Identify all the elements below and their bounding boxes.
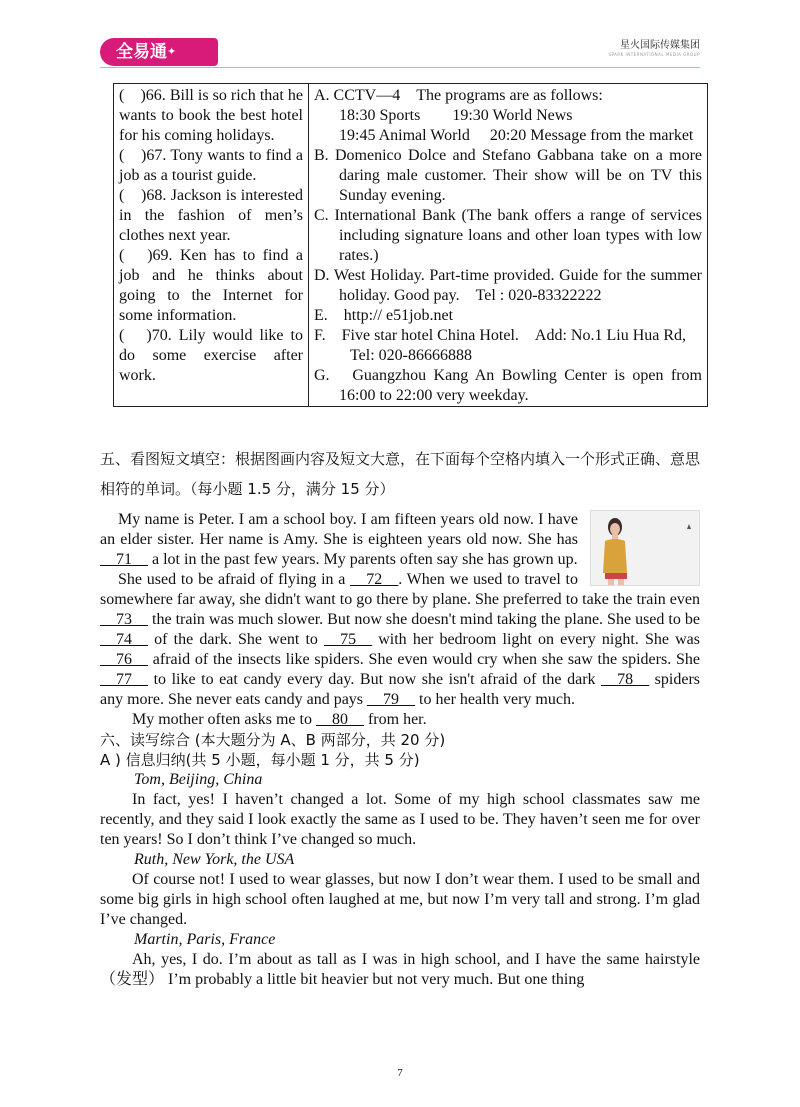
girl-photo xyxy=(590,510,700,586)
option-f-line2: Tel: 020-86666888 xyxy=(350,347,472,364)
question-66: ( )66. Bill is so rich that he wants to book the best hotel for his coming holidays. xyxy=(119,87,303,144)
p3-text-b: from her. xyxy=(363,711,427,728)
p2-text-a: She used to be afraid of flying in a xyxy=(118,571,351,588)
p2-text-b: . When we used to travel to somewhere far away, she didn't want to go there by plane. She preferred to take the train even xyxy=(100,571,700,608)
section6-subtitle: A ) 信息归纳(共 5 小题，每小题 1 分，共 5 分) xyxy=(100,751,420,769)
publisher-name: 星火国际传媒集团 xyxy=(620,40,700,51)
p3-text-a: My mother often asks me to xyxy=(132,711,316,728)
blank-72[interactable]: __72__ xyxy=(350,571,399,588)
p2-text-f: afraid of the insects like spiders. She even would cry when she saw the spiders. She xyxy=(148,651,700,668)
speaker-3-name: Martin, Paris, France xyxy=(134,931,276,948)
cloze-paragraph-3 xyxy=(100,710,700,730)
speaker-3-text: Ah, yes, I do. I’m about as tall as I was in high school, and I have the same hairstyle（发型） I’m probably a little bit heavier but not very much. But one thing xyxy=(100,951,700,988)
page-header xyxy=(100,38,700,68)
blank-79[interactable]: __79__ xyxy=(367,691,416,708)
option-f: F. Five star hotel China Hotel. Add: No.1 Liu Hua Rd, xyxy=(314,327,687,344)
matching-table xyxy=(113,83,708,407)
option-a-line3-text: 19:45 Animal World 20:20 Message from the market xyxy=(339,127,694,144)
question-68: ( )68. Jackson is interested in the fashion of men’s clothes next year. xyxy=(119,187,303,244)
p2-text-d: of the dark. She went to xyxy=(148,631,325,648)
publisher-brand xyxy=(608,40,700,57)
section5-title: 五、看图短文填空：根据图画内容及短文大意，在下面每个空格内填入一个形式正确、意思相符的单词。（每小题 1.5 分，满分 15 分） xyxy=(100,450,701,498)
speaker-1-text: In fact, yes! I haven’t changed a lot. Some of my high school classmates saw me recently, and they said I look exactly the same as I used to be. They haven’t seen me for over ten years! So I don’t think I’ve changed so much. xyxy=(100,791,700,848)
p2-text-c: the train was much slower. But now she doesn't mind taking the plane. She used to be xyxy=(148,611,700,628)
question-67: ( )67. Tony wants to find a job as a tourist guide. xyxy=(119,147,303,184)
blank-77[interactable]: __77__ xyxy=(100,671,148,688)
p1-text-b: a lot in the past few years. My parents often say she has grown up. xyxy=(148,551,578,568)
p2-text-e: with her bedroom light on every night. She was xyxy=(372,631,700,648)
illustration xyxy=(590,510,700,586)
option-c: C. International Bank (The bank offers a range of services including signature loans and other loan types with low rates.) xyxy=(314,207,702,264)
option-g: G. Guangzhou Kang An Bowling Center is open from 16:00 to 22:00 very weekday. xyxy=(314,367,702,404)
girl-figure-icon xyxy=(591,511,700,586)
blank-76[interactable]: __76__ xyxy=(100,651,148,668)
option-a-line3 xyxy=(314,126,702,146)
questions-column xyxy=(114,84,309,407)
options-column xyxy=(309,84,708,407)
logo-text: 全易通 xyxy=(116,42,167,62)
cloze-paragraph-2 xyxy=(100,570,700,710)
option-e: E. http:// e51job.net xyxy=(314,307,454,324)
speaker-2-text: Of course not! I used to wear glasses, but now I don’t wear them. I used to be small and some big girls in high school often laughed at me, but now I’m very tall and strong. I’m glad I’ve changed. xyxy=(100,871,700,928)
option-a: A. CCTV—4 The programs are as follows: xyxy=(314,87,603,104)
speaker-1-name: Tom, Beijing, China xyxy=(134,771,263,788)
blank-74[interactable]: __74__ xyxy=(100,631,148,648)
blank-73[interactable]: __73__ xyxy=(100,611,148,628)
speaker-2-name: Ruth, New York, the USA xyxy=(134,851,295,868)
publisher-subname: SPARK INTERNATIONAL MEDIA GROUP xyxy=(608,52,700,57)
logo-star-icon: ✦ xyxy=(167,45,177,58)
p2-text-g: to like to eat candy every day. But now she isn't afraid of the dark xyxy=(148,671,602,688)
option-d: D. West Holiday. Part-time provided. Guide for the summer holiday. Good pay. Tel : 020-83322222 xyxy=(314,267,702,304)
page-number: 7 xyxy=(397,1067,403,1079)
section6-title: 六、读写综合 (本大题分为 A、B 两部分，共 20 分) xyxy=(100,731,446,749)
p2-text-i: to her health very much. xyxy=(415,691,575,708)
blank-78[interactable]: __78__ xyxy=(601,671,650,688)
header-divider xyxy=(100,67,700,68)
p1-text-a: My name is Peter. I am a school boy. I am fifteen years old now. I have an elder sister. Her name is Amy. She is eighteen years old now. She has xyxy=(100,511,578,548)
blank-71[interactable]: __71__ xyxy=(100,551,148,568)
p2-text-h: spiders any more. She never eats candy and pays xyxy=(100,671,701,708)
option-a-line2: 18:30 Sports 19:30 World News xyxy=(339,107,573,124)
blank-75[interactable]: __75__ xyxy=(324,631,373,648)
brand-logo xyxy=(100,38,218,66)
blank-80[interactable]: __80__ xyxy=(315,711,364,728)
question-69: ( )69. Ken has to find a job and he thinks about going to the Internet for some information. xyxy=(119,247,303,324)
option-b: B. Domenico Dolce and Stefano Gabbana take on a more daring male customer. Their show will be on TV this Sunday evening. xyxy=(314,147,702,204)
question-70: ( )70. Lily would like to do some exercise after work. xyxy=(119,327,303,384)
main-content xyxy=(100,444,700,990)
